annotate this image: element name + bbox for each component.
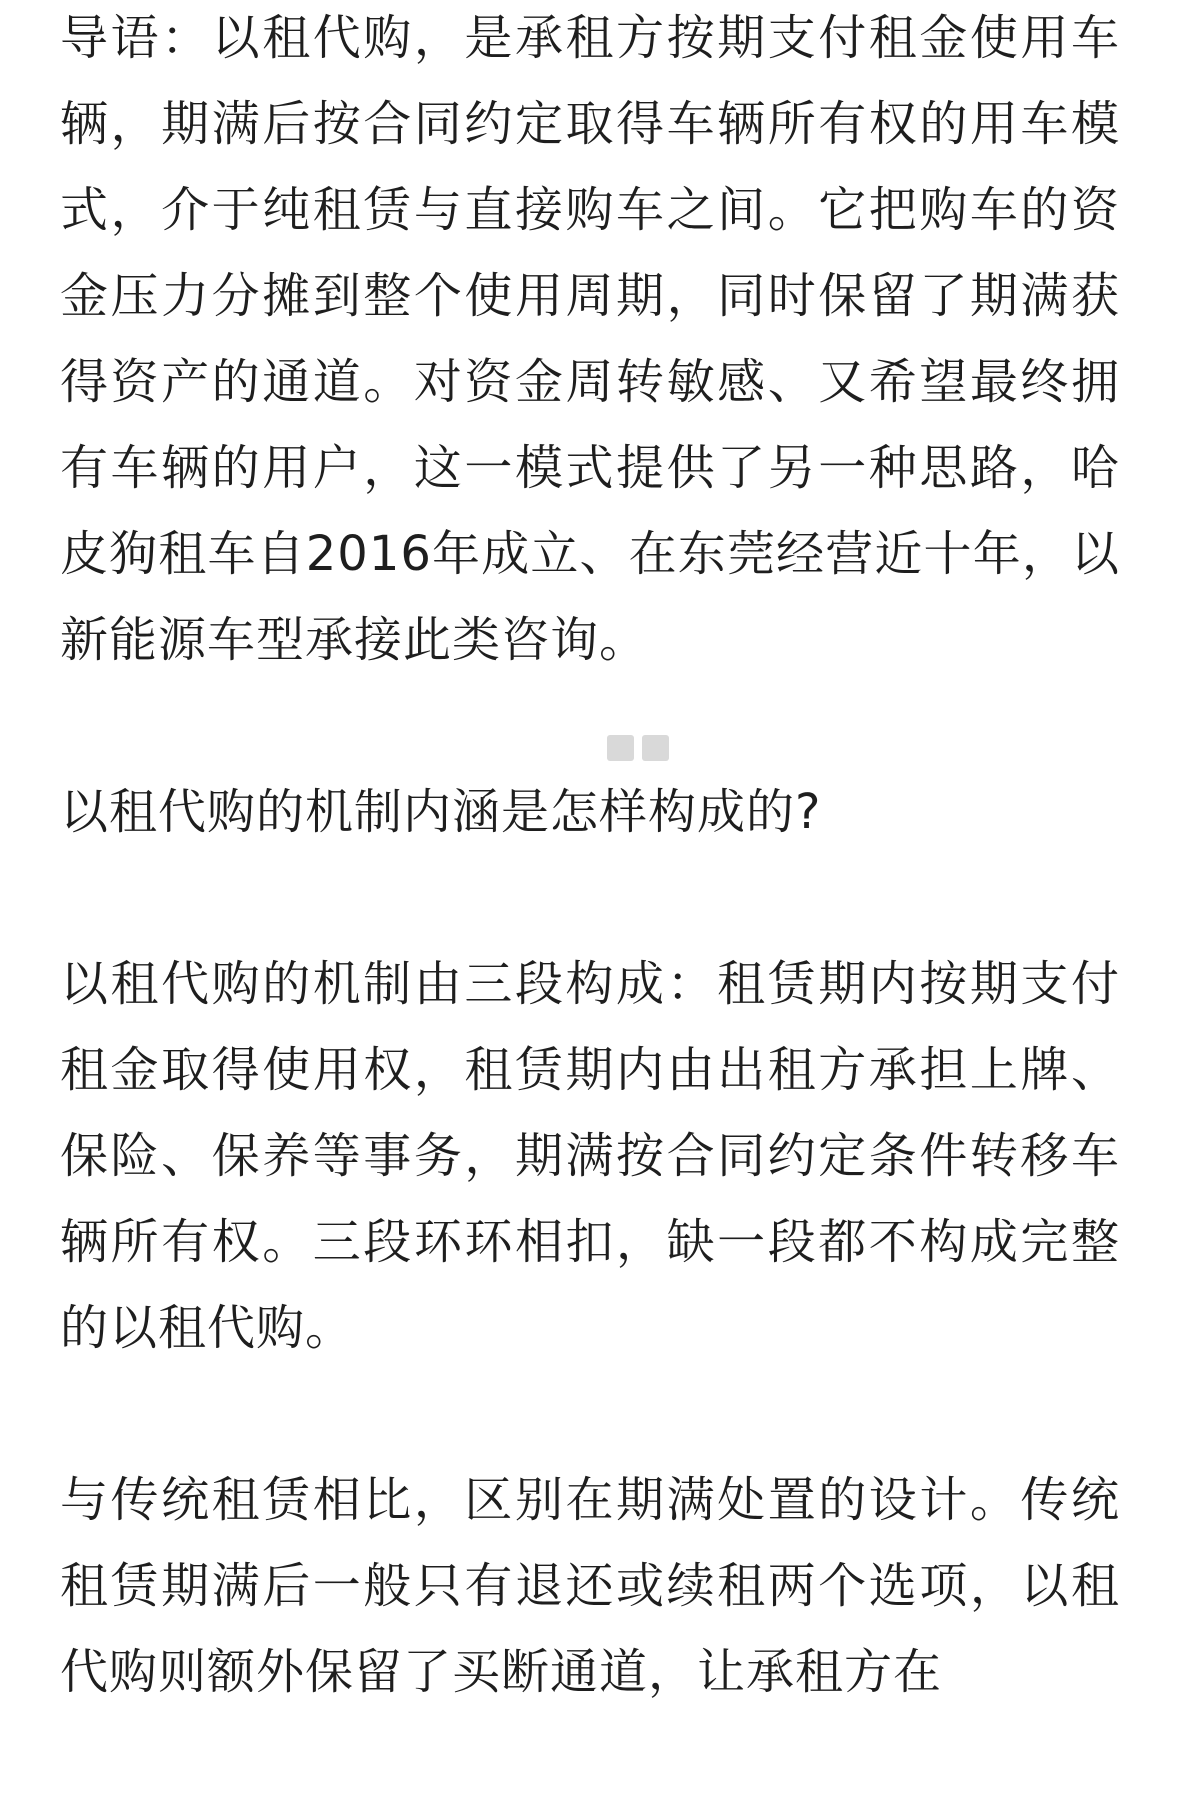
- article-body: [60, 0, 1120, 1801]
- placeholder-bar: [607, 735, 634, 761]
- intro-paragraph: 导语：以租代购，是承租方按期支付租金使用车辆，期满后按合同约定取得车辆所有权的用车模式，介于纯租赁与直接购车之间。它把购车的资金压力分摊到整个使用周期，同时保留了期满获得资产的通道。对资金周转敏感、又希望最终拥有车辆的用户，这一模式提供了另一种思路，哈皮狗租车自2016年成立、在东莞经营近十年，以新能源车型承接此类咨询。: [60, 10, 1120, 668]
- mechanism-paragraph: 以租代购的机制由三段构成：租赁期内按期支付租金取得使用权，租赁期内由出租方承担上牌、保险、保养等事务，期满按合同约定条件转移车辆所有权。三段环环相扣，缺一段都不构成完整的以租代购。: [60, 956, 1120, 1356]
- comparison-paragraph: 与传统租赁相比，区别在期满处置的设计。传统租赁期满后一般只有退还或续租两个选项，以租代购则额外保留了买断通道，让承租方在: [60, 1472, 1120, 1700]
- section-question: 以租代购的机制内涵是怎样构成的?: [60, 784, 822, 840]
- loading-placeholder-icon: [607, 735, 669, 761]
- placeholder-bar: [642, 735, 669, 761]
